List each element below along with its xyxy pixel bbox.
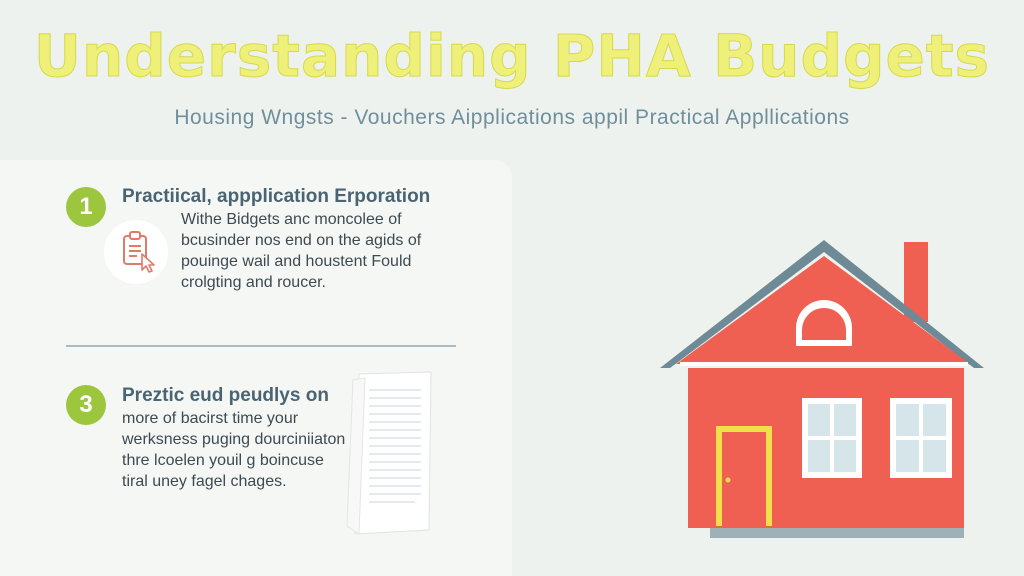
step-3-line: thre lcoelen youil g boincuse <box>122 452 324 469</box>
page-subtitle: Housing Wngsts - Vouchers Aipplications appil Practical Appllications <box>174 106 850 129</box>
step-1-line: bcusinder nos end on the agids of <box>181 232 422 249</box>
step-1-line: pouinge wail and houstent Fould <box>181 253 412 270</box>
step-1-body <box>181 209 421 293</box>
step-1-heading: Practiical, appplication Erporation <box>122 186 431 207</box>
step-3-heading: Preztic eud peudlys on <box>122 385 329 406</box>
step-badge-1: 1 <box>66 187 106 227</box>
step-3-line: tiral uney fagel chages. <box>122 473 287 490</box>
document-icon <box>345 368 435 543</box>
house-icon <box>656 236 988 547</box>
clipboard-cursor-icon <box>104 220 168 284</box>
step-3-line: more of bacirst time your <box>122 410 299 427</box>
section-divider <box>66 345 456 347</box>
step-1-line: crolgting and roucer. <box>181 274 326 291</box>
step-1-line: Withe Bidgets anc moncolee of <box>181 211 402 228</box>
step-3-line: werksness puging dourciniiaton <box>122 431 346 448</box>
step-badge-3: 3 <box>66 385 106 425</box>
step-3-body <box>122 408 345 492</box>
page-title: Understanding PHA Budgets <box>33 22 991 90</box>
